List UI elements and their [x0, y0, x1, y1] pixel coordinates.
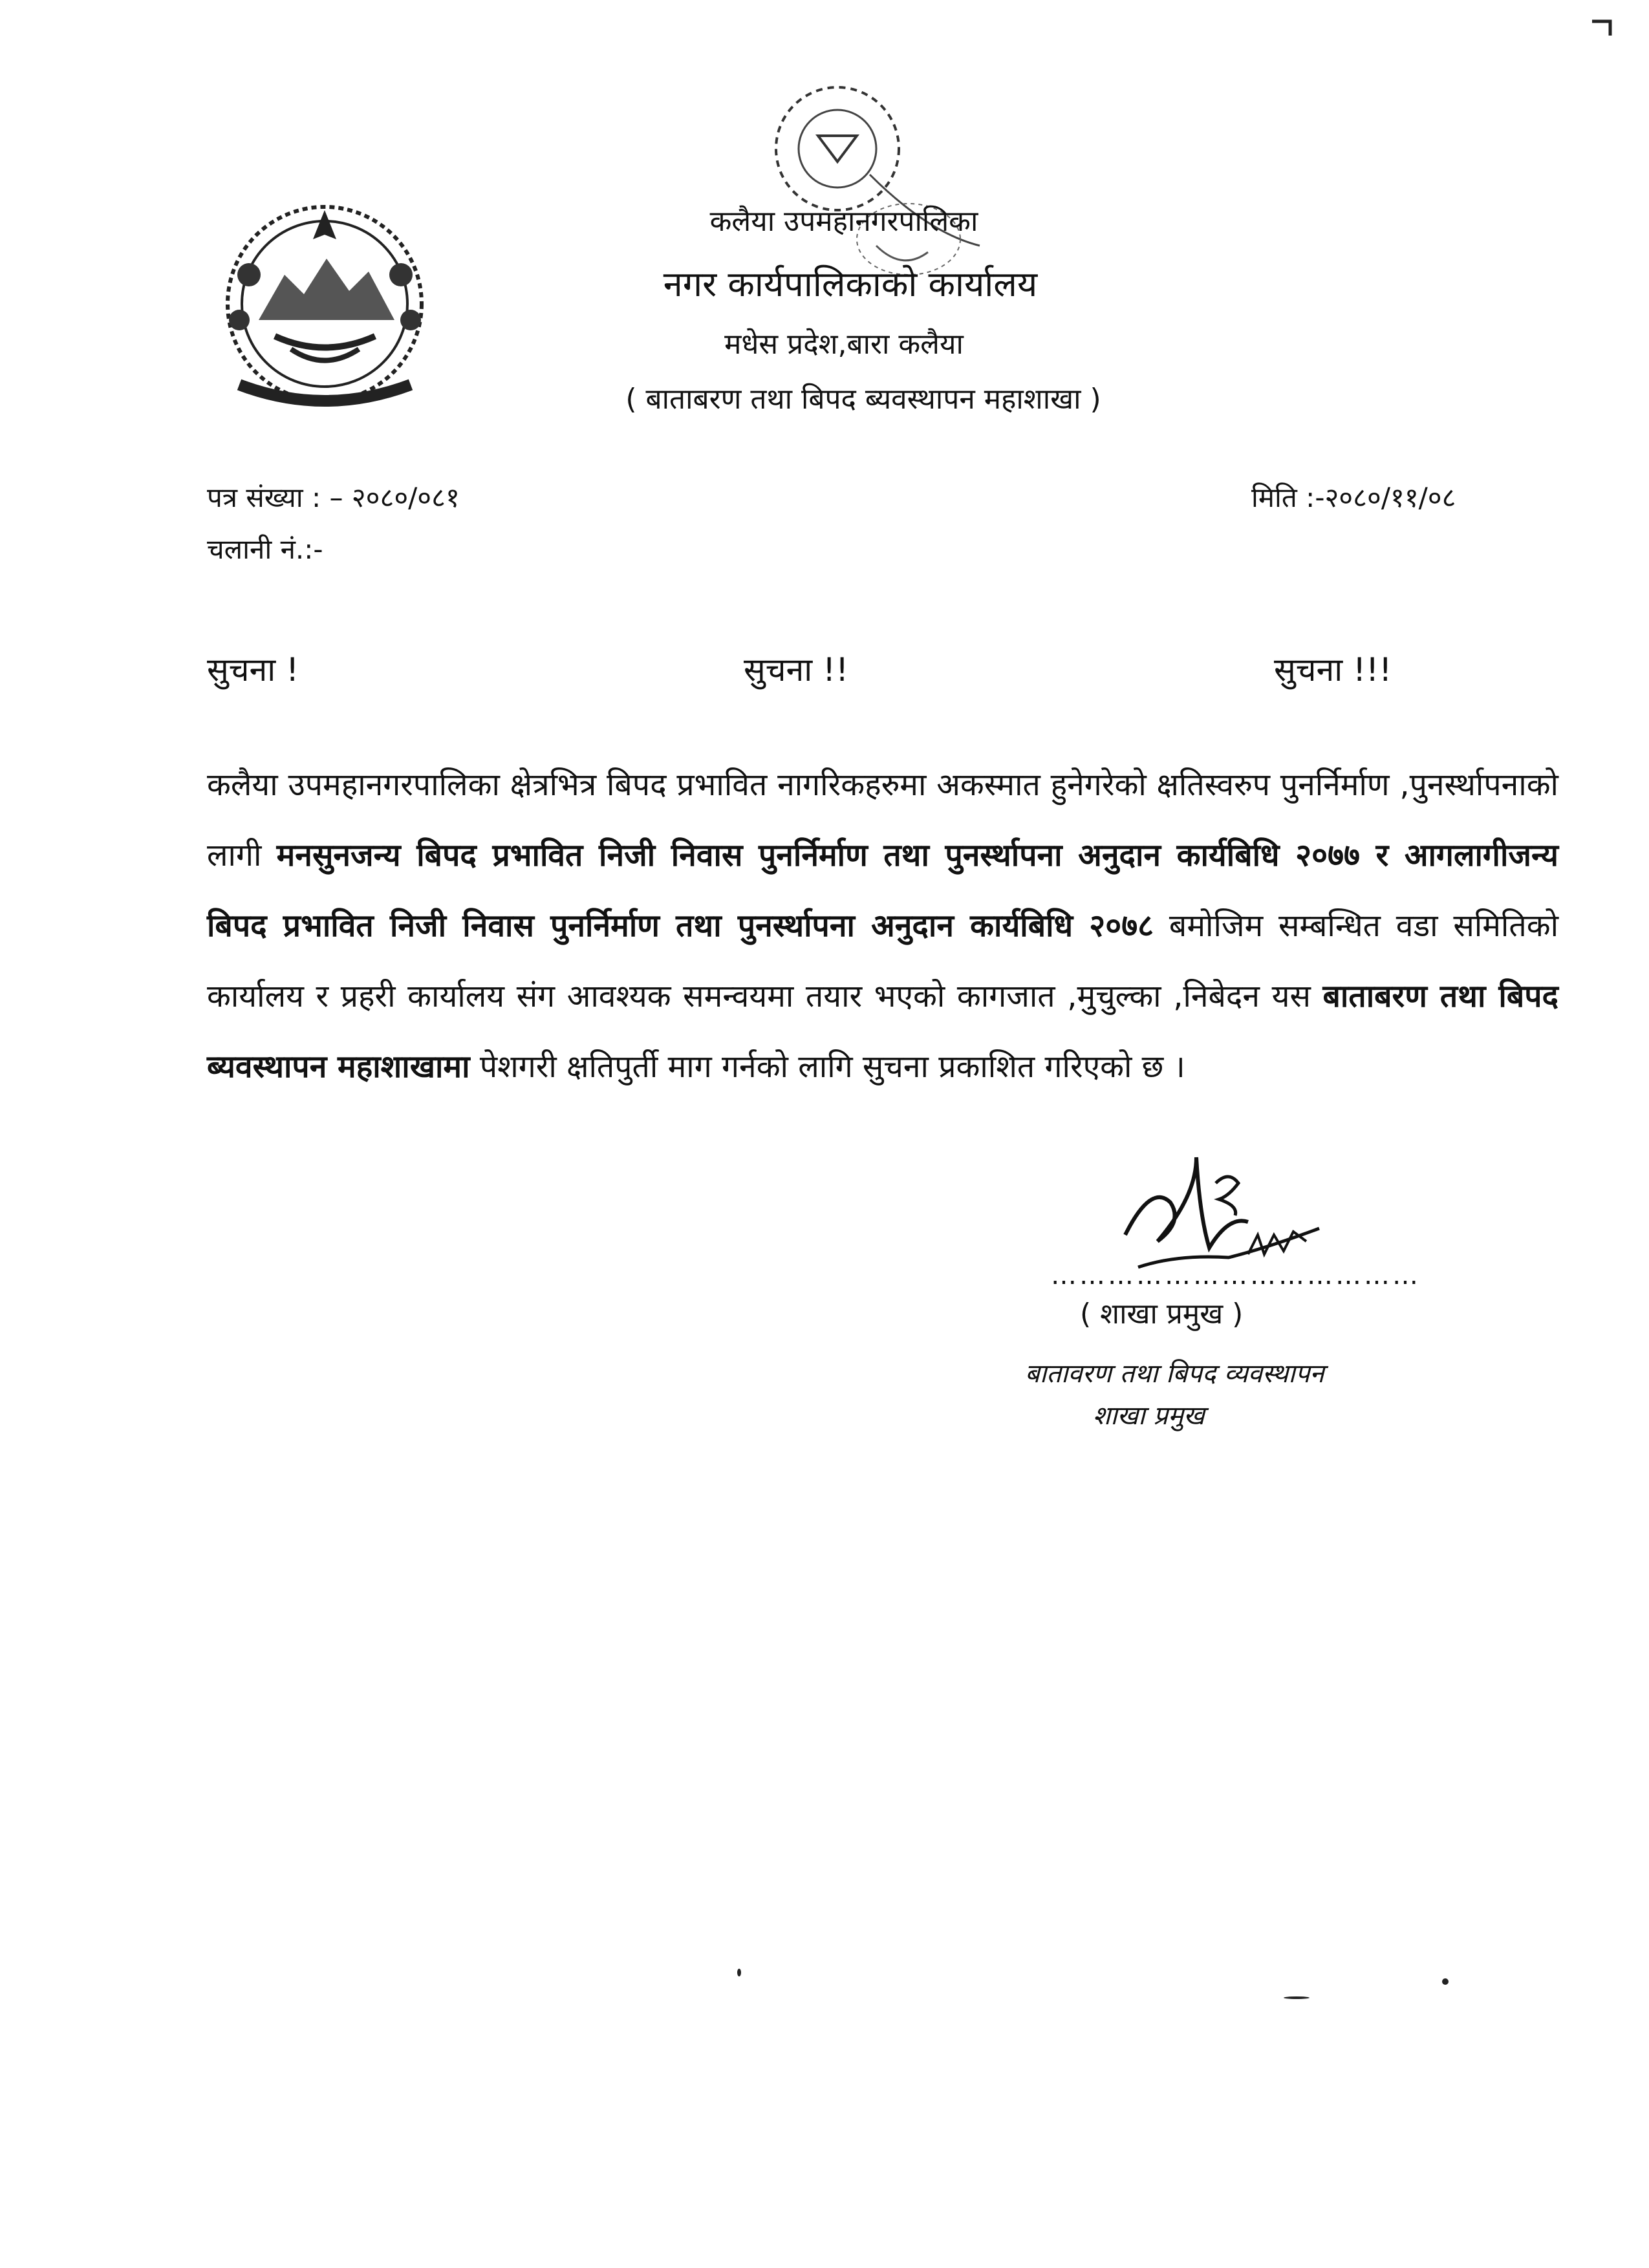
- notice-body: [207, 750, 1558, 1102]
- dispatch-number: चलानी नं.:-: [207, 533, 323, 565]
- section-stamp-line-2: शाखा प्रमुख: [1093, 1401, 1205, 1431]
- signature-line: …………………………………: [1051, 1261, 1421, 1290]
- body-text-part: पेशगरी क्षतिपुर्ती माग गर्नको लागि सुचना प्रकाशित गरिएको छ ।: [469, 1049, 1185, 1085]
- office-name: नगर कार्यपालिकाको कार्यालय: [663, 264, 1038, 305]
- corner-mark: [1591, 16, 1617, 42]
- body-text-part: बमोजिम सम्बन्धित वडा समितिको कार्यालय र प्रहरी कार्यालय संग आवश्यक समन्वयमा तयार भएको कागजात ,मुचुल्का ,निबेदन यस: [207, 908, 1558, 1014]
- body-text-part: कलैया उपमहानगरपालिका क्षेत्रभित्र बिपद प्रभावित नागरिकहरुमा अकस्मात हुनेगरेको क्षतिस्वरुप पुनर्निर्माण ,पुनर्स्थापनाको लागी: [207, 767, 1558, 873]
- notice-heading-3: सुचना !!!: [1274, 651, 1392, 689]
- scan-speck: [1442, 1978, 1449, 1985]
- notice-heading-2: सुचना !!: [744, 651, 849, 689]
- office-address: मधेस प्रदेश,बारा कलैया: [724, 328, 964, 361]
- signatory-title: ( शाखा प्रमुख ): [1080, 1298, 1244, 1331]
- scan-speck: [737, 1969, 741, 1976]
- notice-heading-1: सुचना !: [207, 651, 299, 689]
- scan-speck: [1284, 1996, 1310, 1999]
- body-bold-part: बाताबरण तथा बिपद ब्यवस्थापन महाशाखामा: [207, 978, 1559, 1085]
- section-stamp-line-1: बातावरण तथा बिपद व्यवस्थापन: [1025, 1359, 1324, 1389]
- letter-number: पत्र संख्या : – २०८०/०८१: [207, 482, 460, 513]
- municipality-name: कलैया उपमहानगरपालिका: [709, 205, 978, 238]
- signature-scribble: [1099, 1144, 1345, 1280]
- letter-date: मिति :-२०८०/११/०८: [1251, 482, 1456, 513]
- body-bold-part: मनसुनजन्य बिपद प्रभावित निजी निवास पुनर्निर्माण तथा पुनर्स्थापना अनुदान कार्यबिधि २०७७ र आगलागीजन्य बिपद प्रभावित निजी निवास पुनर्निर्माण तथा पुनर्स्थापना अनुदान कार्यबिधि २०७८: [207, 837, 1558, 944]
- division-name: ( बाताबरण तथा बिपद ब्यवस्थापन महाशाखा ): [625, 383, 1101, 416]
